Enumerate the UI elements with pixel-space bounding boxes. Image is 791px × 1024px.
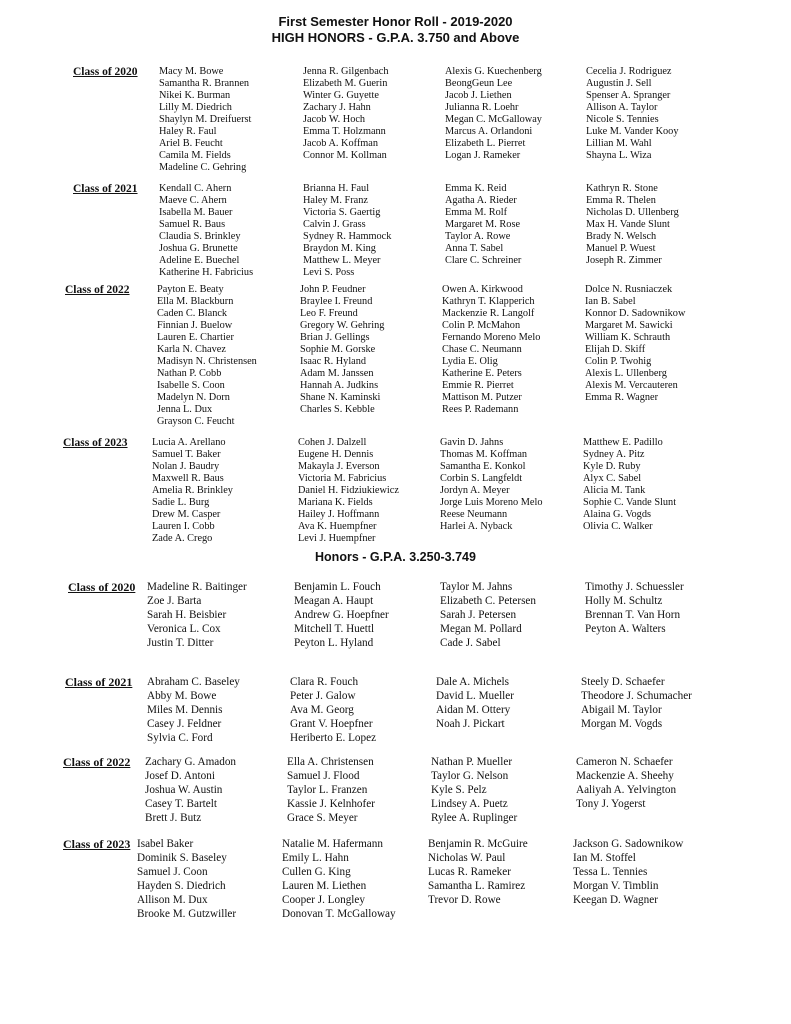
student-name: Alexis G. Kuechenberg (445, 66, 542, 77)
student-name: Brianna H. Faul (303, 183, 370, 194)
name-column (159, 183, 253, 279)
student-name: Theodore J. Schumacher (581, 690, 692, 702)
student-name: Donovan T. McGalloway (282, 908, 396, 920)
student-name: Gregory W. Gehring (300, 320, 385, 331)
student-name: Emma K. Reid (445, 183, 507, 194)
student-name: Spenser A. Spranger (586, 90, 671, 101)
student-name: Ella M. Blackburn (157, 296, 234, 307)
student-name: Isabella M. Bauer (159, 207, 233, 218)
student-name: Emma M. Rolf (445, 207, 508, 218)
name-column (282, 837, 396, 921)
student-name: Corbin S. Langfeldt (440, 473, 523, 484)
student-name: Kyle D. Ruby (583, 461, 641, 472)
student-name: Elizabeth M. Guerin (303, 78, 388, 89)
student-name: Margaret M. Sawicki (585, 320, 673, 331)
student-name: Dominik S. Baseley (137, 852, 227, 864)
student-name: Brady N. Welsch (586, 231, 657, 242)
student-name: Nathan P. Cobb (157, 368, 222, 379)
student-name: Peter J. Galow (290, 690, 356, 702)
student-name: Fernando Moreno Melo (442, 332, 541, 343)
student-name: Tony J. Yogerst (576, 798, 646, 810)
student-name: Benjamin R. McGuire (428, 838, 528, 850)
student-name: Kathryn T. Klapperich (442, 296, 535, 307)
student-name: Eugene H. Dennis (298, 449, 374, 460)
student-name: Andrew G. Hoepfner (294, 609, 389, 621)
student-name: Elizabeth C. Petersen (440, 595, 536, 607)
student-name: Jordyn A. Meyer (440, 485, 510, 496)
student-name: Mackenzie R. Langolf (442, 308, 535, 319)
class-year-label: Class of 2020 (68, 580, 136, 594)
student-name: Emma T. Holzmann (303, 126, 386, 137)
student-name: Konnor D. Sadownikow (585, 308, 686, 319)
student-name: Finnian J. Buelow (157, 320, 233, 331)
student-name: David L. Mueller (436, 690, 514, 702)
high-honors-heading: HIGH HONORS - G.P.A. 3.750 and Above (271, 30, 520, 45)
name-column (436, 675, 514, 731)
student-name: Joshua G. Brunette (159, 243, 238, 254)
name-column (290, 675, 376, 745)
class-year-label: Class of 2021 (65, 675, 133, 689)
student-name: Lindsey A. Puetz (431, 798, 508, 810)
student-name: Zade A. Crego (152, 533, 213, 544)
student-name: Anna T. Sabel (445, 243, 504, 254)
student-name: Colin P. McMahon (442, 320, 521, 331)
student-name: Isabel Baker (137, 838, 194, 850)
student-name: Trevor D. Rowe (428, 894, 501, 906)
student-name: Samantha R. Brannen (159, 78, 250, 89)
student-name: Joseph R. Zimmer (586, 255, 662, 266)
name-column (586, 183, 679, 267)
student-name: Macy M. Bowe (159, 66, 224, 77)
student-name: Hailey J. Hoffmann (298, 509, 380, 520)
student-name: Dolce N. Rusniaczek (585, 284, 673, 295)
student-name: Kyle S. Pelz (431, 784, 487, 796)
student-name: Sophie M. Gorske (300, 344, 376, 355)
student-name: Jacob J. Liethen (445, 90, 512, 101)
name-column (440, 437, 542, 533)
page-title: First Semester Honor Roll - 2019-2020 (278, 14, 513, 29)
student-name: Olivia C. Walker (583, 521, 653, 532)
student-name: Cecelia J. Rodriguez (586, 66, 672, 77)
student-name: Meagan A. Haupt (294, 595, 374, 607)
student-name: Agatha A. Rieder (445, 195, 517, 206)
student-name: Leo F. Freund (300, 308, 358, 319)
student-name: Jorge Luis Moreno Melo (440, 497, 543, 508)
student-name: Jacob W. Hoch (303, 114, 366, 125)
student-name: Manuel P. Wuest (586, 243, 656, 254)
student-name: Cohen J. Dalzell (298, 437, 367, 448)
student-name: Calvin J. Grass (303, 219, 366, 230)
name-column (585, 580, 684, 636)
student-name: Taylor L. Franzen (287, 784, 368, 796)
student-name: Lauren M. Liethen (282, 880, 367, 892)
student-name: Abraham C. Baseley (147, 676, 240, 688)
student-name: Steely D. Schaefer (581, 676, 665, 688)
name-column (145, 755, 236, 825)
student-name: Victoria M. Fabricius (298, 473, 387, 484)
student-name: Benjamin L. Fouch (294, 581, 381, 593)
student-name: Sarah H. Beisbier (147, 609, 227, 621)
student-name: Charles S. Kebble (300, 404, 375, 415)
student-name: Elizabeth L. Pierret (445, 138, 526, 149)
student-name: Rees P. Rademann (442, 404, 519, 415)
class-year-label: Class of 2022 (65, 284, 130, 296)
name-column (585, 284, 685, 404)
student-name: Braylee I. Freund (300, 296, 373, 307)
student-name: Casey T. Bartelt (145, 798, 217, 810)
student-name: Joshua W. Austin (145, 784, 223, 796)
student-name: Chase C. Neumann (442, 344, 522, 355)
student-name: Nicholas D. Ullenberg (586, 207, 679, 218)
student-name: Nathan P. Mueller (431, 756, 513, 768)
student-name: Logan J. Rameker (445, 150, 521, 161)
student-name: Madisyn N. Christensen (157, 356, 257, 367)
student-name: Shayna L. Wiza (586, 150, 652, 161)
name-column (159, 66, 251, 174)
student-name: Samuel J. Coon (137, 866, 208, 878)
student-name: Haley M. Franz (303, 195, 368, 206)
student-name: Cameron N. Schaefer (576, 756, 673, 768)
student-name: Grant V. Hoepfner (290, 718, 373, 730)
student-name: Sarah J. Petersen (440, 609, 517, 621)
student-name: Adeline E. Buechel (159, 255, 240, 266)
student-name: Miles M. Dennis (147, 704, 223, 716)
student-name: Marcus A. Orlandoni (445, 126, 533, 137)
student-name: Megan C. McGalloway (445, 114, 542, 125)
student-name: Brian J. Gellings (300, 332, 370, 343)
student-name: Nikei K. Burman (159, 90, 231, 101)
student-name: Jenna L. Dux (157, 404, 213, 415)
student-name: Clara R. Fouch (290, 676, 359, 688)
student-name: Taylor M. Jahns (440, 581, 513, 593)
student-name: Madeline C. Gehring (159, 162, 247, 173)
student-name: Zoe J. Barta (147, 595, 202, 607)
student-name: Caden C. Blanck (157, 308, 228, 319)
student-name: Isaac R. Hyland (300, 356, 367, 367)
student-name: Aidan M. Ottery (436, 704, 511, 716)
student-name: Heriberto E. Lopez (290, 732, 377, 744)
student-name: Julianna R. Loehr (445, 102, 519, 113)
student-name: Abigail M. Taylor (581, 704, 662, 716)
student-name: Brooke M. Gutzwiller (137, 908, 237, 920)
student-name: Thomas M. Koffman (440, 449, 528, 460)
name-column (303, 66, 389, 162)
student-name: Lucas R. Rameker (428, 866, 511, 878)
student-name: Lillian M. Wahl (586, 138, 652, 149)
student-name: Samantha L. Ramirez (428, 880, 526, 892)
student-name: Alyx C. Sabel (583, 473, 642, 484)
student-name: Allison A. Taylor (586, 102, 658, 113)
student-name: Shane N. Kaminski (300, 392, 381, 403)
student-name: Adam M. Janssen (300, 368, 374, 379)
student-name: Samantha E. Konkol (440, 461, 526, 472)
name-column (576, 755, 676, 811)
student-name: Peyton L. Hyland (294, 637, 374, 649)
student-name: Emily L. Hahn (282, 852, 349, 864)
student-name: Sydney A. Pitz (583, 449, 645, 460)
student-name: Lauren I. Cobb (152, 521, 215, 532)
student-name: Allison M. Dux (137, 894, 208, 906)
student-name: Noah J. Pickart (436, 718, 505, 730)
student-name: Justin T. Ditter (147, 637, 214, 649)
name-column (147, 580, 247, 650)
student-name: Morgan V. Timblin (573, 880, 659, 892)
name-column (431, 755, 517, 825)
student-name: BeongGeun Lee (445, 78, 513, 89)
student-name: Nicole S. Tennies (586, 114, 659, 125)
student-name: Lauren E. Chartier (157, 332, 234, 343)
student-name: Rylee A. Ruplinger (431, 812, 518, 824)
name-column (303, 183, 391, 279)
student-name: Colin P. Twohig (585, 356, 652, 367)
student-name: Zachary J. Hahn (303, 102, 371, 113)
student-name: Mackenzie A. Sheehy (576, 770, 674, 782)
name-column (583, 437, 676, 533)
student-name: Amelia R. Brinkley (152, 485, 233, 496)
student-name: Sadie L. Burg (152, 497, 210, 508)
student-name: Elijah D. Skiff (585, 344, 646, 355)
student-name: Maxwell R. Baus (152, 473, 224, 484)
student-name: Ava K. Huempfner (298, 521, 377, 532)
student-name: Max H. Vande Slunt (586, 219, 670, 230)
student-name: Drew M. Casper (152, 509, 221, 520)
student-name: Grace S. Meyer (287, 812, 358, 824)
student-name: Ariel B. Feucht (159, 138, 223, 149)
student-name: Lucia A. Arellano (152, 437, 226, 448)
student-name: Karla N. Chavez (157, 344, 226, 355)
student-name: Camila M. Fields (159, 150, 231, 161)
student-name: Matthew L. Meyer (303, 255, 381, 266)
student-name: Daniel H. Fidziukiewicz (298, 485, 399, 496)
student-name: Timothy J. Schuessler (585, 581, 684, 593)
student-name: Haley R. Faul (159, 126, 217, 137)
class-year-label: Class of 2023 (63, 837, 131, 851)
student-name: Veronica L. Cox (147, 623, 221, 635)
name-column (294, 580, 389, 650)
name-column (298, 437, 399, 545)
student-name: Alexis L. Ullenberg (585, 368, 667, 379)
student-name: Madeline R. Baitinger (147, 581, 247, 593)
student-name: Shaylyn M. Dreifuerst (159, 114, 252, 125)
student-name: Mitchell T. Huettl (294, 623, 375, 635)
student-name: Megan M. Pollard (440, 623, 522, 635)
student-name: Abby M. Bowe (147, 690, 217, 702)
student-name: Keegan D. Wagner (573, 894, 658, 906)
class-year-label: Class of 2021 (73, 183, 138, 195)
student-name: Emmie R. Pierret (442, 380, 514, 391)
student-name: Reese Neumann (440, 509, 508, 520)
student-name: Taylor A. Rowe (445, 231, 511, 242)
name-column (152, 437, 233, 545)
student-name: Nolan J. Baudry (152, 461, 220, 472)
class-year-label: Class of 2020 (73, 66, 138, 78)
student-name: Mariana K. Fields (298, 497, 373, 508)
student-name: Isabelle S. Coon (157, 380, 225, 391)
student-name: Connor M. Kollman (303, 150, 387, 161)
student-name: Josef D. Antoni (145, 770, 215, 782)
name-column (428, 837, 528, 907)
student-name: Alicia M. Tank (583, 485, 646, 496)
class-year-label: Class of 2023 (63, 437, 128, 449)
student-name: Lilly M. Diedrich (159, 102, 232, 113)
student-name: Jackson G. Sadownikow (573, 838, 684, 850)
name-column (147, 675, 240, 745)
student-name: Victoria S. Gaertig (303, 207, 381, 218)
student-name: William K. Schrauth (585, 332, 671, 343)
student-name: Nicholas W. Paul (428, 852, 506, 864)
student-name: Braydon M. King (303, 243, 376, 254)
name-column (445, 66, 542, 162)
student-name: Casey J. Feldner (147, 718, 222, 730)
student-name: Mattison M. Putzer (442, 392, 522, 403)
student-name: Clare C. Schreiner (445, 255, 522, 266)
student-name: Dale A. Michels (436, 676, 510, 688)
student-name: Margaret M. Rose (445, 219, 521, 230)
honors-heading: Honors - G.P.A. 3.250-3.749 (315, 550, 476, 564)
student-name: Sylvia C. Ford (147, 732, 213, 744)
student-name: Owen A. Kirkwood (442, 284, 523, 295)
student-name: Harlei A. Nyback (440, 521, 513, 532)
student-name: Emma R. Thelen (586, 195, 656, 206)
student-name: Ian B. Sabel (585, 296, 636, 307)
student-name: Emma R. Wagner (585, 392, 659, 403)
student-name: Cullen G. King (282, 866, 351, 878)
student-name: Ella A. Christensen (287, 756, 374, 768)
student-name: Hannah A. Judkins (300, 380, 379, 391)
class-year-label: Class of 2022 (63, 755, 131, 769)
student-name: Katherine H. Fabricius (159, 267, 254, 278)
student-name: Kathryn R. Stone (586, 183, 658, 194)
student-name: Kassie J. Kelnhofer (287, 798, 375, 810)
name-column (581, 675, 692, 731)
name-column (445, 183, 521, 267)
name-column (300, 284, 384, 416)
student-name: Jacob A. Koffman (303, 138, 379, 149)
student-name: Peyton A. Walters (585, 623, 666, 635)
student-name: Jenna R. Gilgenbach (303, 66, 389, 77)
student-name: Augustin J. Sell (586, 78, 652, 89)
name-column (573, 837, 683, 907)
student-name: Maeve C. Ahern (159, 195, 227, 206)
student-name: John P. Feudner (300, 284, 366, 295)
student-name: Sophie C. Vande Slunt (583, 497, 677, 508)
student-name: Katherine E. Peters (442, 368, 522, 379)
student-name: Payton E. Beaty (157, 284, 224, 295)
student-name: Hayden S. Diedrich (137, 880, 226, 892)
name-column (287, 755, 375, 825)
name-column (157, 284, 257, 428)
student-name: Ian M. Stoffel (573, 852, 636, 864)
student-name: Lydia E. Olig (442, 356, 498, 367)
student-name: Brett J. Butz (145, 812, 202, 824)
student-name: Madelyn N. Dorn (157, 392, 230, 403)
student-name: Alexis M. Vercauteren (585, 380, 678, 391)
name-column (440, 580, 536, 650)
name-column (586, 66, 678, 162)
student-name: Brennan T. Van Horn (585, 609, 681, 621)
student-name: Samuel J. Flood (287, 770, 360, 782)
student-name: Gavin D. Jahns (440, 437, 504, 448)
student-name: Holly M. Schultz (585, 595, 663, 607)
student-name: Cooper J. Longley (282, 894, 365, 906)
student-name: Samuel T. Baker (152, 449, 221, 460)
student-name: Tessa L. Tennies (573, 866, 648, 878)
student-name: Winter G. Guyette (303, 90, 379, 101)
student-name: Zachary G. Amadon (145, 756, 237, 768)
student-name: Cade J. Sabel (440, 637, 501, 649)
student-name: Matthew E. Padillo (583, 437, 663, 448)
student-name: Alaina G. Vogds (583, 509, 651, 520)
student-name: Makayla J. Everson (298, 461, 380, 472)
student-name: Luke M. Vander Kooy (586, 126, 679, 137)
student-name: Levi S. Poss (303, 267, 355, 278)
student-name: Taylor G. Nelson (431, 770, 509, 782)
student-name: Claudia S. Brinkley (159, 231, 241, 242)
name-column (442, 284, 540, 416)
student-name: Levi J. Huempfner (298, 533, 376, 544)
student-name: Natalie M. Hafermann (282, 838, 383, 850)
student-name: Morgan M. Vogds (581, 718, 663, 730)
student-name: Grayson C. Feucht (157, 416, 235, 427)
student-name: Ava M. Georg (290, 704, 354, 716)
student-name: Kendall C. Ahern (159, 183, 232, 194)
student-name: Sydney R. Hammock (303, 231, 392, 242)
student-name: Samuel R. Baus (159, 219, 226, 230)
student-name: Aaliyah A. Yelvington (576, 784, 677, 796)
name-column (137, 837, 236, 921)
